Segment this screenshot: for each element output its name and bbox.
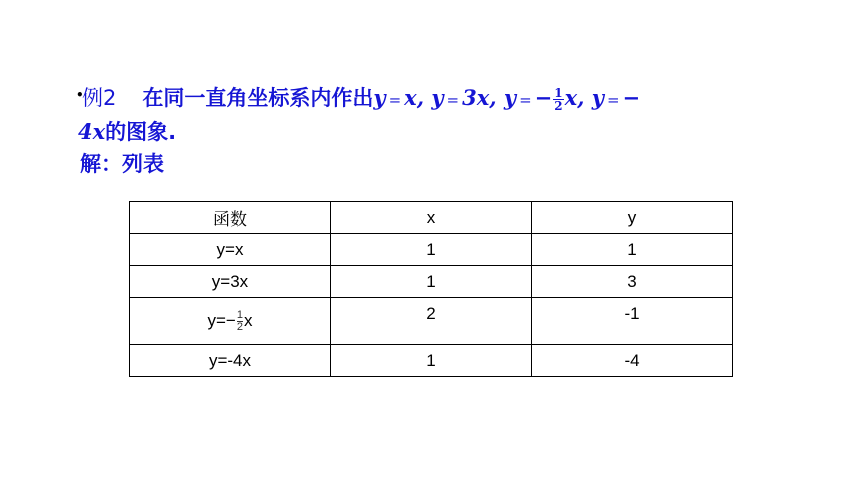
solution-heading: 解：列表 <box>80 152 164 176</box>
table-header-row <box>130 202 733 234</box>
table-row <box>130 298 733 345</box>
cell-x: 2 <box>331 298 532 345</box>
cell-x: 1 <box>331 266 532 298</box>
fraction-half: $\frac{1}{2}$ <box>236 308 243 333</box>
cell-function: y=-4x <box>130 345 331 377</box>
cell-function: y=x <box>130 234 331 266</box>
header-y: y <box>532 202 733 234</box>
bullet-icon: • <box>76 88 84 102</box>
cell-x: 1 <box>331 234 532 266</box>
example-label: 例2 <box>82 86 117 110</box>
cell-y: -4 <box>532 345 733 377</box>
problem-statement <box>78 82 778 148</box>
table-row <box>130 345 733 377</box>
equation-3: y = − $\frac{1}{2}$ x, <box>503 85 585 113</box>
cell-function: y=3x <box>130 266 331 298</box>
fraction-half: $\frac{1}{2}$ <box>554 86 563 113</box>
header-x: x <box>331 202 532 234</box>
table-row <box>130 266 733 298</box>
table-row <box>130 234 733 266</box>
problem-suffix: 的图象. <box>105 120 177 144</box>
cell-x: 1 <box>331 345 532 377</box>
header-function: 函数 <box>130 202 331 234</box>
equation-2: y = 3x, <box>431 85 497 110</box>
equation-1: y = x, <box>373 85 424 110</box>
cell-y: -1 <box>532 298 733 345</box>
equation-4: y = − 4x <box>78 85 641 144</box>
problem-text: 在同一直角坐标系内作出 <box>142 86 374 110</box>
cell-function: y=− $\frac{1}{2}$ x <box>130 298 331 345</box>
cell-y: 1 <box>532 234 733 266</box>
cell-y: 3 <box>532 266 733 298</box>
value-table <box>129 201 733 377</box>
